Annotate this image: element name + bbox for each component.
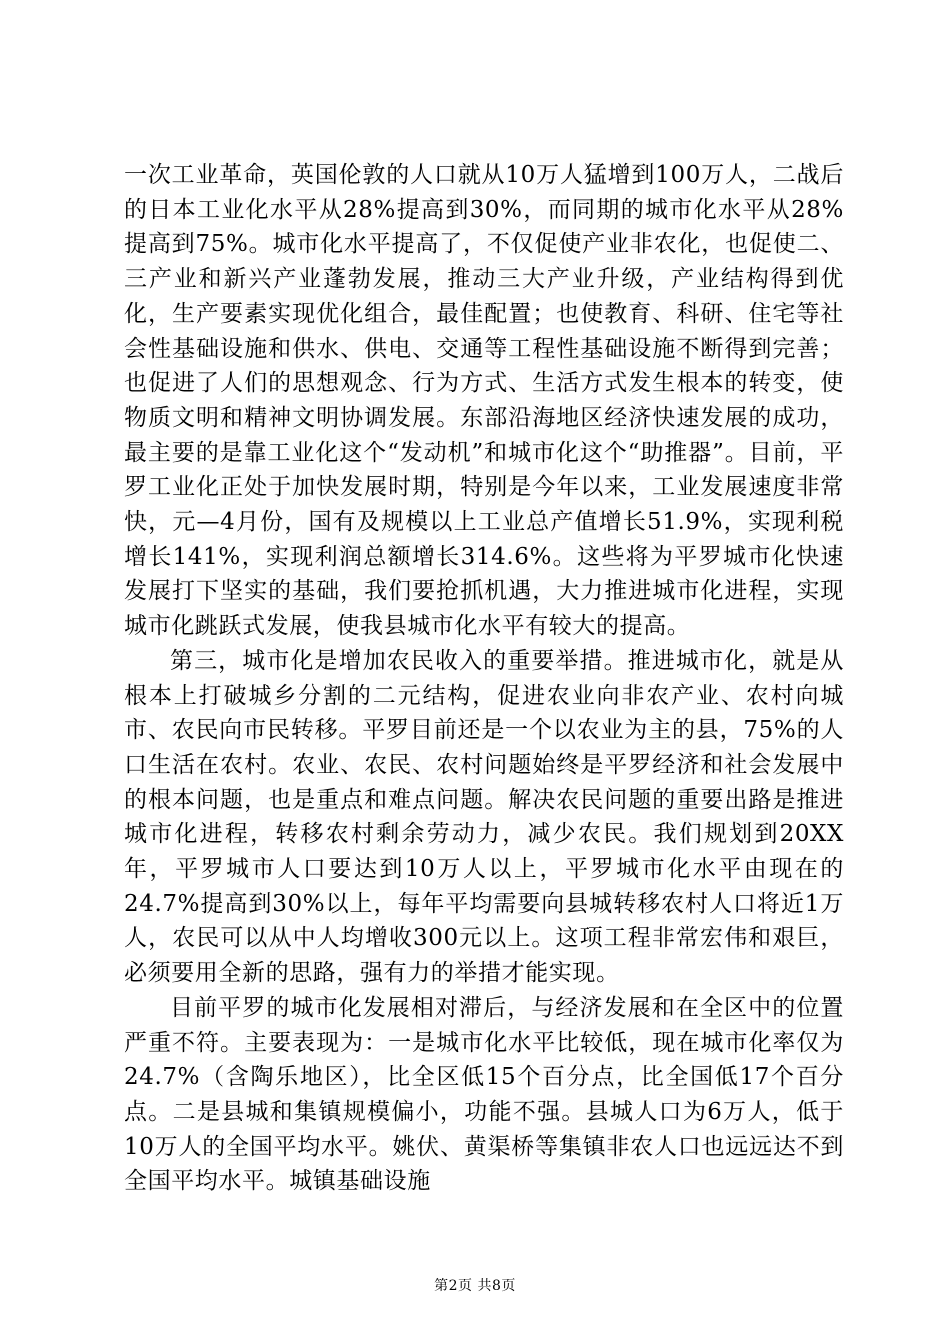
document-body	[124, 158, 844, 1199]
page-footer: 第2页 共8页	[434, 1278, 516, 1294]
paragraph-1: 一次工业革命，英国伦敦的人口就从10万人猛增到100万人，二战后的日本工业化水平从28%提高到30%，而同期的城市化水平从28%提高到75%。城市化水平提高了，不仅促使产业非农化，也促使二、三产业和新兴产业蓬勃发展，推动三大产业升级，产业结构得到优化，生产要素实现优化组合，最佳配置；也使教育、科研、住宅等社会性基础设施和供水、供电、交通等工程性基础设施不断得到完善；也促进了人们的思想观念、行为方式、生活方式发生根本的转变，使物质文明和精神文明协调发展。东部沿海地区经济快速发展的成功，最主要的是靠工业化这个“发动机”和城市化这个“助推器”。目前，平罗工业化正处于加快发展时期，特别是今年以来，工业发展速度非常快，元—4月份，国有及规模以上工业总产值增长51.9%，实现利税增长141%，实现利润总额增长314.6%。这些将为平罗城市化快速发展打下坚实的基础，我们要抢抓机遇，大力推进城市化进程，实现城市化跳跃式发展，使我县城市化水平有较大的提高。	[124, 162, 844, 640]
paragraph-3: 目前平罗的城市化发展相对滞后，与经济发展和在全区中的位置严重不符。主要表现为：一是城市化水平比较低，现在城市化率仅为24.7%（含陶乐地区），比全区低15个百分点，比全国低17个百分点。二是县城和集镇规模偏小，功能不强。县城人口为6万人，低于10万人的全国平均水平。姚伏、黄渠桥等集镇非农人口也远远达不到全国平均水平。城镇基础设施	[124, 994, 844, 1195]
paragraph-2: 第三，城市化是增加农民收入的重要举措。推进城市化，就是从根本上打破城乡分割的二元结构，促进农业向非农产业、农村向城市、农民向市民转移。平罗目前还是一个以农业为主的县，75%的人口生活在农村。农业、农民、农村问题始终是平罗经济和社会发展中的根本问题，也是重点和难点问题。解决农民问题的重要出路是推进城市化进程，转移农村剩余劳动力，减少农民。我们规划到20XX年，平罗城市人口要达到10万人以上，平罗城市化水平由现在的24.7%提高到30%以上，每年平均需要向县城转移农村人口将近1万人，农民可以从中人均增收300元以上。这项工程非常宏伟和艰巨，必须要用全新的思路，强有力的举措才能实现。	[124, 647, 844, 987]
